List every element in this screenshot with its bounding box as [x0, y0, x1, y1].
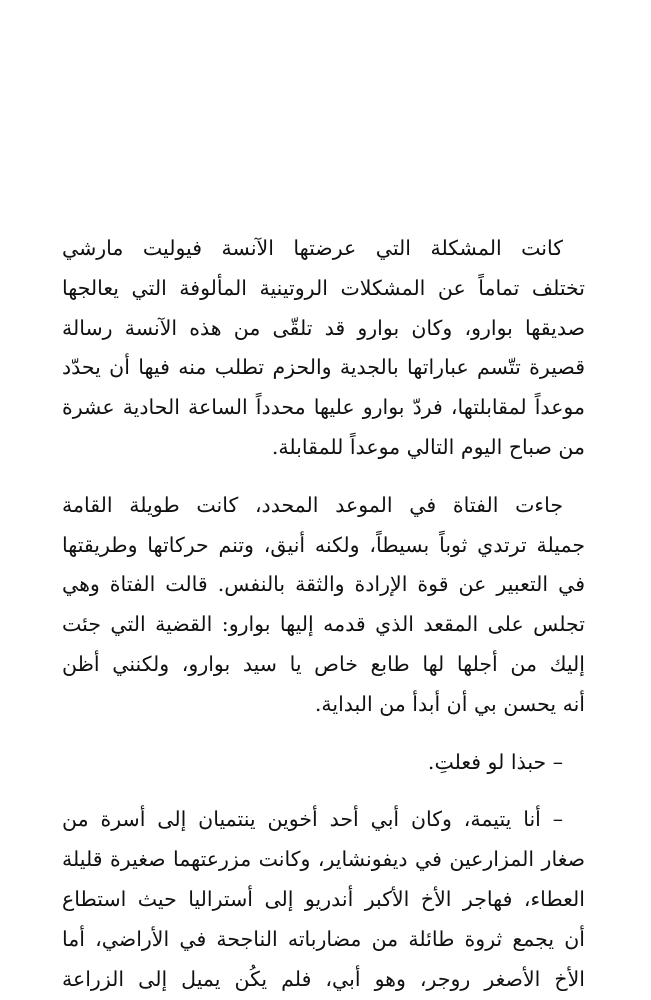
text-line: كانت المشكلة التي عرضتها الآنسة فيوليت مارشي [62, 236, 563, 260]
text-line: صغار المزارعين في ديفونشاير، وكانت مزرعتهما صغيرة قليلة [62, 847, 585, 872]
paragraph-1 [62, 229, 585, 468]
text-line: موعداً لمقابلتها، فردّ بوارو عليها محدداً الساعة الحادية عشرة [62, 395, 585, 420]
text-line: في التعبير عن قوة الإرادة والثقة بالنفس. قالت الفتاة وهي [62, 572, 585, 597]
paragraph-3 [62, 743, 585, 783]
text-line: أن يجمع ثروة طائلة من مضارباته الناجحة في الأراضي، أما [62, 926, 585, 951]
text-line: قصيرة تتّسم عباراتها بالجدية والحزم تطلب منه فيها أن يحدّد [62, 355, 585, 380]
text-line: أنه يحسن بي أن أبدأ من البداية. [314, 691, 585, 716]
text-line: تختلف تماماً عن المشكلات الروتينية المألوفة التي يعالجها [62, 275, 585, 300]
text-line: جميلة ترتدي ثوباً بسيطاً، ولكنه أنيق، وتنم حركاتها وطريقتها [62, 532, 585, 557]
paragraph-2 [62, 486, 585, 725]
text-line: إليك من أجلها لها طابع خاص يا سيد بوارو، ولكنني أظن [62, 651, 585, 676]
text-line: تجلس على المقعد الذي قدمه إليها بوارو: القضية التي جئت [62, 612, 585, 637]
text-line: جاءت الفتاة في الموعد المحدد، كانت طويلة القامة [62, 492, 563, 517]
text-line: من صباح اليوم التالي موعداً للمقابلة. [271, 434, 585, 459]
text-line: – أنا يتيمة، وكان أبي أحد أخوين ينتميان إلى أسرة من [62, 807, 563, 832]
paragraph-4 [62, 800, 585, 999]
text-line: – حبذا لو فعلتِ. [427, 749, 563, 774]
text-line: صديقها بوارو، وكان بوارو قد تلقّى من هذه الآنسة رسالة [62, 315, 585, 340]
text-line: الأخ الأصغر روجر، وهو أبي، فلم يكُن يميل إلى الزراعة [62, 966, 585, 991]
text-line: العطاء، فهاجر الأخ الأكبر أندريو إلى أستراليا حيث استطاع [62, 886, 585, 911]
page-body [62, 229, 585, 999]
